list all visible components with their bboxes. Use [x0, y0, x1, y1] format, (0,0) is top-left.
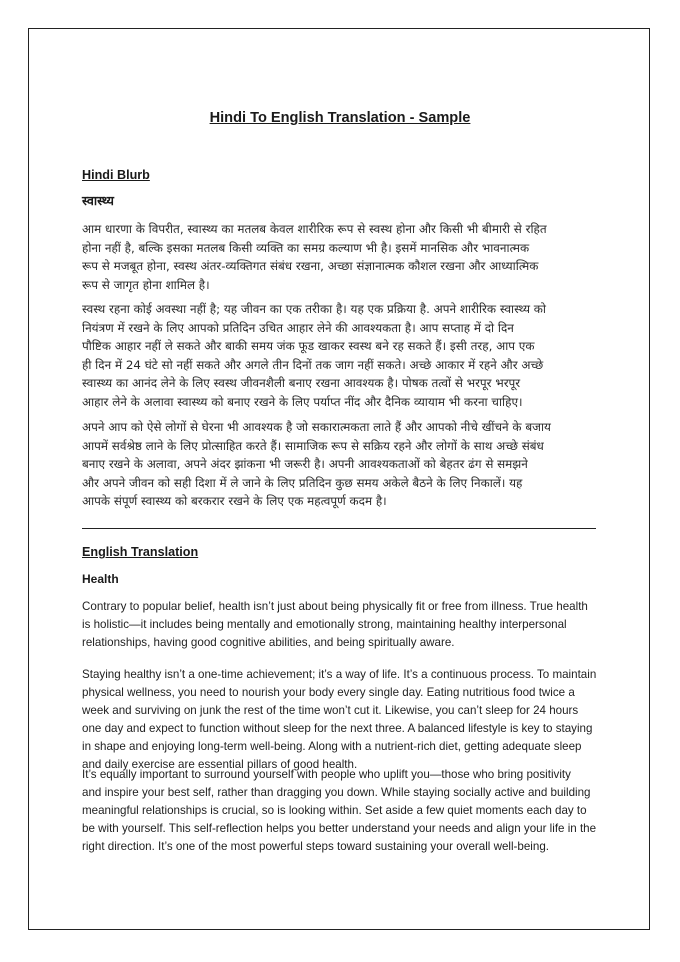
section-divider [82, 528, 596, 529]
hindi-paragraph-2 [82, 300, 600, 411]
text-line: स्वस्थ रहना कोई अवस्था नहीं है; यह जीवन का एक तरीका है। यह एक प्रक्रिया है. अपने शारीरिक स्वास्थ्य को [82, 302, 547, 316]
text-line: be with yourself. This self-reflection helps you better understand your needs and align your life in the [82, 822, 597, 836]
text-line: नियंत्रण में रखने के लिए आपको प्रतिदिन उचित आहार लेने की आवश्यकता है। आप सप्ताह में दो दिन [82, 320, 514, 335]
text-line: अपने आप को ऐसे लोगों से घेरना भी आवश्यक है जो सकारात्मकता लाते हैं और आपको नीचे खींचने के बजाय [82, 420, 551, 434]
text-line: आपके संपूर्ण स्वास्थ्य को बरकरार रखने के लिए एक महत्वपूर्ण कदम है। [82, 494, 387, 508]
text-line: पौष्टिक आहार नहीं ले सकते और बाकी समय जंक फूड खाकर स्वस्थ बने रह सकते हैं। इसी तरह, आप एक [82, 339, 535, 353]
document-title: Hindi To English Translation - Sample [209, 110, 471, 126]
english-paragraph-1 [82, 598, 602, 652]
text-line: आहार लेने के अलावा स्वास्थ्य को बनाए रखने के लिए पर्याप्त नींद और दैनिक व्यायाम भी करना चाहिए। [82, 394, 523, 409]
english-paragraph-3 [82, 766, 602, 856]
text-line: and daily exercise are essential pillars of good health. [82, 758, 358, 772]
text-line: one day and expect to function without sleep for the next three. A balanced lifestyle is key to staying [82, 722, 593, 736]
english-paragraph-2 [82, 666, 602, 775]
text-line: is holistic—it includes being mentally and emotionally strong, maintaining healthy interpersonal [82, 618, 567, 632]
text-line: Staying healthy isn’t a one-time achievement; it’s a way of life. It’s a continuous process. To maintain [82, 668, 597, 681]
text-line: स्वास्थ्य का आनंद लेने के लिए स्वस्थ जीवनशैली बनाए रखना आवश्यक है। पोषक तत्वों से भरपूर भरपूर [82, 376, 521, 390]
text-line: होना नहीं है, बल्कि इसका मतलब किसी व्यक्ति का समग्र कल्याण भी है। इसमें मानसिक और भावनात्मक [82, 240, 530, 255]
text-line: meaningful relationships is crucial, so is looking within. Set aside a few quiet moments each day to [82, 804, 587, 818]
text-line: Contrary to popular belief, health isn’t just about being physically fit or free from illness. True health [82, 600, 588, 613]
text-line: आम धारणा के विपरीत, स्वास्थ्य का मतलब केवल शारीरिक रूप से स्वस्थ होना और किसी भी बीमारी से रहित [82, 222, 547, 236]
text-line: physical wellness, you need to nourish your body every single day. Eating nutritious food twice a [82, 686, 575, 700]
text-line: week and surviving on junk the rest of the time won’t cut it. Likewise, you can’t sleep for 24 hours [82, 704, 579, 718]
text-line: आपमें सर्वश्रेष्ठ लाने के लिए प्रोत्साहित करते हैं। सामाजिक रूप से सक्रिय रहने और लोगों के साथ अच्छे संबंध [82, 438, 544, 453]
hindi-section-label: Hindi Blurb [82, 168, 150, 182]
hindi-paragraph-3 [82, 418, 600, 511]
english-section-label: English Translation [82, 545, 199, 559]
text-line: relationships, having good cognitive abilities, and being spiritually aware. [82, 636, 455, 650]
text-line: It’s equally important to surround yourself with people who uplift you—those who bring positivity [82, 768, 571, 781]
text-line: रूप से जागृत होना शामिल है। [82, 277, 210, 292]
text-line: और अपने जीवन को सही दिशा में ले जाने के लिए प्रतिदिन कुछ समय अकेले बैठने के लिए निकालें। यह [82, 475, 523, 490]
text-line: बनाए रखने के अलावा, अपने अंदर झांकना भी जरूरी है। अपनी आवश्यकताओं को बेहतर ढंग से समझने [82, 457, 528, 471]
text-line: right direction. It’s one of the most powerful steps toward sustaining your overall well-being. [82, 840, 549, 854]
hindi-heading: स्वास्थ्य [82, 193, 114, 208]
text-line: and inspire your best self, rather than dragging you down. While staying socially active and building [82, 786, 591, 800]
text-line: in shape and enjoying long-term well-being. Along with a nutrient-rich diet, getting adequate sleep [82, 740, 582, 754]
text-line: ही दिन में 24 घंटे सो नहीं सकते और अगले तीन दिनों तक जाग नहीं सकते। अच्छे आकार में रहने और अच्छे [82, 357, 544, 372]
english-heading: Health [82, 572, 119, 586]
text-line: रूप से मजबूत होना, स्वस्थ अंतर-व्यक्तिगत संबंध रखना, अच्छा संज्ञानात्मक कौशल रखना और आध्यात्मिक [82, 259, 539, 273]
hindi-paragraph-1 [82, 220, 600, 294]
